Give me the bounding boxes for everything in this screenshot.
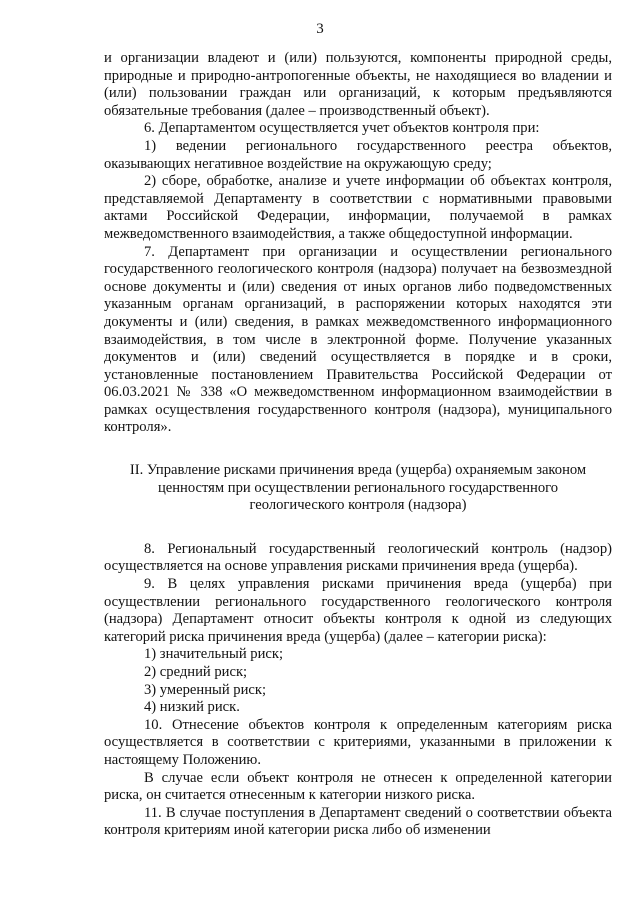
paragraph-7: 7. Департамент при организации и осуществлении регионального государственного геологического контроля (надзора) получает на безвозмездной основе документы и (или) сведения от иных органов либо подведомственных указанным органам организаций, в распоряжении которых находятся эти документы и (или) сведения, в рамках межведомственного информационного взаимодействия, в том числе в электронной форме. Получение указанных документов и (или) сведений осуществляется в порядке и в сроки, установленные постановлением Правительства Российской Федерации от 06.03.2021 № 338 «О межведомственном информационном взаимодействии в рамках осуществления государственного контроля (надзора), муниципального контроля». bbox=[104, 243, 612, 436]
list-item-9-2: 2) средний риск; bbox=[144, 664, 248, 680]
paragraph-10-note: В случае если объект контроля не отнесен к определенной категории риска, он считается отнесенным к категории низкого риска. bbox=[104, 769, 612, 804]
paragraph-11: 11. В случае поступления в Департамент сведений о соответствии объекта контроля критериям иной категории риска либо об изменении bbox=[104, 804, 612, 839]
paragraph-continuation: и организации владеют и (или) пользуются, компоненты природной среды, природные и природно-антропогенные объекты, не находящиеся во владении и (или) пользовании граждан или организаций, к которым предъявляются обязательные требования (далее – производственный объект). bbox=[104, 50, 612, 119]
section-heading-ii: II. Управление рисками причинения вреда (ущерба) охраняемым законом ценностям при осуществлении регионального государственного геологического контроля (надзора) bbox=[129, 462, 587, 514]
paragraph-9: 9. В целях управления рисками причинения вреда (ущерба) при осуществлении регионального государственного геологического контроля (надзора) Департамент относит объекты контроля к одной из следующих категорий риска причинения вреда (ущерба) (далее – категории риска): bbox=[104, 576, 612, 645]
document-body bbox=[104, 50, 612, 840]
list-item-9-4: 4) низкий риск. bbox=[144, 699, 240, 716]
list-item-9-1: 1) значительный риск; bbox=[144, 646, 284, 663]
paragraph-10: 10. Отнесение объектов контроля к определенным категориям риска осуществляется в соответствии с критериями, указанными в приложении к настоящему Положению. bbox=[104, 716, 612, 768]
list-item-6-2: 2) сборе, обработке, анализе и учете информации об объектах контроля, представляемой Департаменту в соответствии с нормативными правовыми актами Российской Федерации, информации, получаемой в рамках межведомственного взаимодействия, а также общедоступной информации. bbox=[104, 173, 612, 242]
paragraph-6: 6. Департаментом осуществляется учет объектов контроля при: bbox=[144, 120, 540, 137]
paragraph-8: 8. Региональный государственный геологический контроль (надзор) осуществляется на основе управления рисками причинения вреда (ущерба). bbox=[104, 540, 612, 575]
page-number: 3 bbox=[316, 21, 324, 37]
list-item-9-3: 3) умеренный риск; bbox=[144, 681, 267, 698]
list-item-6-1: 1) ведении регионального государственного реестра объектов, оказывающих негативное воздействие на окружающую среду; bbox=[104, 137, 612, 172]
